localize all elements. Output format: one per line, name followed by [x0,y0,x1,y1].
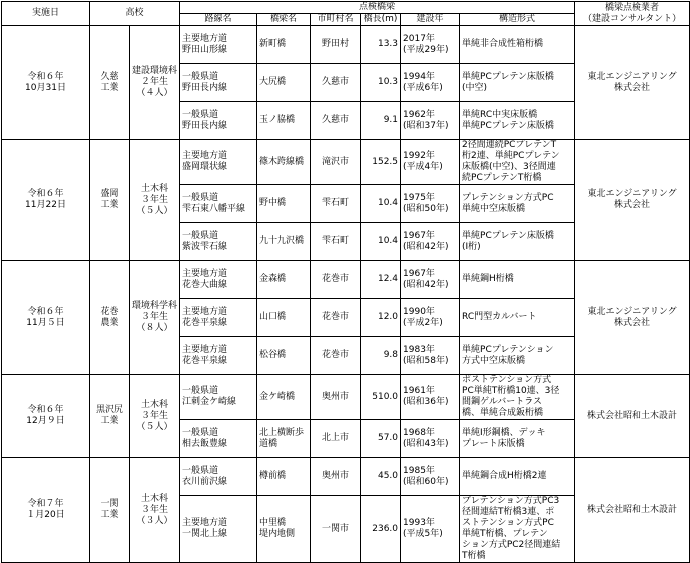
route-cell: 一般県道 野田長内線 [180,64,257,102]
contractor-cell: 東北エンジニアリング 株式会社 [575,261,690,375]
table-body [2,26,690,563]
route-cell: 一般県道 紫波雫石線 [180,223,257,261]
date-cell: 令和６年 12月９日 [2,375,90,458]
length-cell: 10.4 [361,223,401,261]
bridge-name-cell: 大尻橋 [257,64,311,102]
route-cell: 一般県道 野田長内線 [180,102,257,140]
year-cell: 1990年 (平成2年) [401,299,460,337]
route-cell: 主要地方道 一関北上線 [180,496,257,563]
length-cell: 9.1 [361,102,401,140]
year-cell: 1967年 (昭和42年) [401,261,460,299]
length-cell: 45.0 [361,458,401,496]
bridge-name-cell: 金ケ崎橋 [257,375,311,420]
length-cell: 510.0 [361,375,401,420]
header-inspection-bridges: 点検橋梁 [180,2,575,14]
year-cell: 1983年 (昭和58年) [401,337,460,375]
route-cell: 主要地方道 花巻平泉線 [180,337,257,375]
bridge-name-cell: 北上横断歩 道橋 [257,420,311,458]
course-cell: 建設環境科 ２年生 （４人） [130,26,180,140]
city-cell: 北上市 [311,420,361,458]
structure-cell: 単純I形鋼橋、デッキ プレート床版橋 [460,420,575,458]
bridge-name-cell: 九十九沢橋 [257,223,311,261]
city-cell: 久慈市 [311,102,361,140]
structure-cell: 単純鋼H桁橋 [460,261,575,299]
length-cell: 10.3 [361,64,401,102]
contractor-cell: 東北エンジニアリング 株式会社 [575,26,690,140]
structure-cell: 2径間連続PCプレテンT 桁2連、単純PCプレテン 床版橋(中空)、3径間連 続PCプレテンT桁橋 [460,140,575,185]
city-cell: 花巻市 [311,299,361,337]
header-structure: 構造形式 [460,14,575,26]
city-cell: 久慈市 [311,64,361,102]
year-cell: 1975年 (昭和50年) [401,185,460,223]
length-cell: 152.5 [361,140,401,185]
bridge-name-cell: 中里橋 堤内地側 [257,496,311,563]
table-row [2,261,690,299]
school-cell: 盛岡 工業 [90,140,130,261]
table-row [2,375,690,420]
length-cell: 236.0 [361,496,401,563]
year-cell: 1968年 (昭和43年) [401,420,460,458]
route-cell: 主要地方道 野田山形線 [180,26,257,64]
school-cell: 一関 工業 [90,458,130,563]
route-cell: 主要地方道 花巻大曲線 [180,261,257,299]
year-cell: 2017年 (平成29年) [401,26,460,64]
date-cell: 令和６年 10月31日 [2,26,90,140]
date-cell: 令和７年 １月20日 [2,458,90,563]
route-cell: 一般県道 衣川前沢線 [180,458,257,496]
bridge-name-cell: 山口橋 [257,299,311,337]
length-cell: 12.0 [361,299,401,337]
date-cell: 令和６年 11月22日 [2,140,90,261]
route-cell: 主要地方道 盛岡環状線 [180,140,257,185]
header-route: 路線名 [180,14,257,26]
table-row [2,26,690,64]
structure-cell: RC門型カルバート [460,299,575,337]
structure-cell: 単純鋼合成H桁橋2連 [460,458,575,496]
structure-cell: 単純RC中実床版橋 単純PCプレテン床版橋 [460,102,575,140]
bridge-name-cell: 野中橋 [257,185,311,223]
structure-cell: 単純PCプレテン床版橋 (中空) [460,64,575,102]
header-city: 市町村名 [311,14,361,26]
city-cell: 奥州市 [311,458,361,496]
header-length: 橋長(m) [361,14,401,26]
route-cell: 一般県道 相去飯豊線 [180,420,257,458]
bridge-name-cell: 樽前橋 [257,458,311,496]
inspection-schedule-table [1,1,690,563]
length-cell: 10.4 [361,185,401,223]
structure-cell: ポストテンション方式 PC単純T桁橋10連、3径 間鋼ゲルバートラス 橋、単純合成鈑桁橋 [460,375,575,420]
year-cell: 1994年 (平成6年) [401,64,460,102]
bridge-name-cell: 篠木跨線橋 [257,140,311,185]
bridge-name-cell: 金森橋 [257,261,311,299]
course-cell: 土木科 ３年生 （５人） [130,375,180,458]
course-cell: 土木科 ３年生 （５人） [130,140,180,261]
course-cell: 土木科 ３年生 （３人） [130,458,180,563]
structure-cell: プレテンション方式PC3 径間連結T桁橋3連、ポ ストテンション方式PC 単純T桁橋、プレテン ション方式PC2径間連結 T桁橋 [460,496,575,563]
bridge-name-cell: 松谷橋 [257,337,311,375]
city-cell: 滝沢市 [311,140,361,185]
header-year: 建設年 [401,14,460,26]
contractor-cell: 株式会社昭和土木設計 [575,458,690,563]
city-cell: 一関市 [311,496,361,563]
date-cell: 令和６年 11月５日 [2,261,90,375]
bridge-name-cell: 新町橋 [257,26,311,64]
structure-cell: 単純PCプレテンション 方式中空床版橋 [460,337,575,375]
city-cell: 雫石町 [311,223,361,261]
structure-cell: 単純PCプレテン床版橋 (I桁) [460,223,575,261]
year-cell: 1985年 (昭和60年) [401,458,460,496]
header-date: 実施日 [2,2,90,26]
school-cell: 花巻 農業 [90,261,130,375]
course-cell: 環境科学科 ３年生 （８人） [130,261,180,375]
route-cell: 主要地方道 花巻平泉線 [180,299,257,337]
structure-cell: 単純非合成性箱桁橋 [460,26,575,64]
bridge-name-cell: 玉ノ脇橋 [257,102,311,140]
length-cell: 9.8 [361,337,401,375]
year-cell: 1961年 (昭和36年) [401,375,460,420]
length-cell: 13.3 [361,26,401,64]
route-cell: 一般県道 江刺金ケ崎線 [180,375,257,420]
year-cell: 1993年 (平成5年) [401,496,460,563]
year-cell: 1992年 (平成4年) [401,140,460,185]
city-cell: 雫石町 [311,185,361,223]
contractor-cell: 株式会社昭和土木設計 [575,375,690,458]
year-cell: 1967年 (昭和42年) [401,223,460,261]
year-cell: 1962年 (昭和37年) [401,102,460,140]
header-contractor: 橋梁点検業者 （建設コンサルタント） [575,2,690,26]
city-cell: 花巻市 [311,337,361,375]
table-row [2,458,690,496]
school-cell: 黒沢尻 工業 [90,375,130,458]
city-cell: 花巻市 [311,261,361,299]
length-cell: 12.4 [361,261,401,299]
header-bridge: 橋梁名 [257,14,311,26]
header-school: 高校 [90,2,180,26]
city-cell: 野田村 [311,26,361,64]
school-cell: 久慈 工業 [90,26,130,140]
route-cell: 一般県道 雫石東八幡平線 [180,185,257,223]
contractor-cell: 東北エンジニアリング 株式会社 [575,140,690,261]
structure-cell: プレテンション方式PC 単純中空床版橋 [460,185,575,223]
city-cell: 奥州市 [311,375,361,420]
table-row [2,140,690,185]
length-cell: 57.0 [361,420,401,458]
